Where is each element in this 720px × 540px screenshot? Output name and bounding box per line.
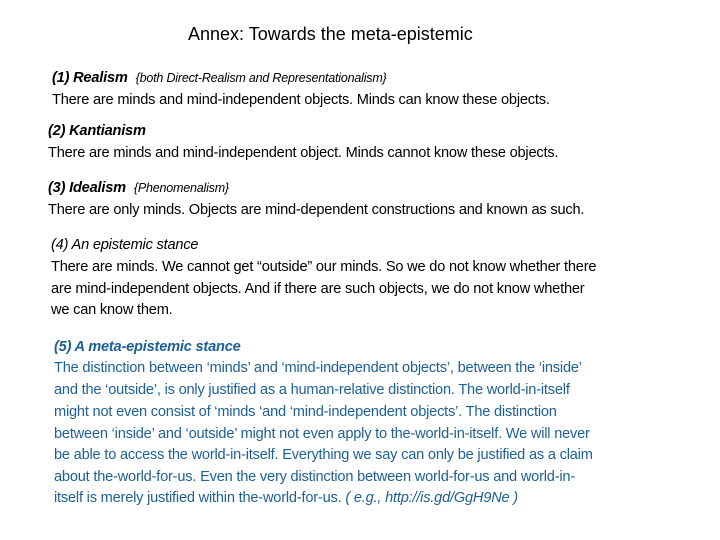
heading-subtitle: {both Direct-Realism and Representationalism} [135, 71, 387, 85]
section-1-heading [52, 69, 387, 87]
section-2-line: There are minds and mind-independent object. Minds cannot know these objects. [48, 145, 559, 161]
heading-text: (2) Kantianism [48, 123, 146, 139]
heading-text: (3) Idealism [48, 180, 126, 196]
section-4-heading [51, 236, 198, 254]
heading-subtitle: {Phenomenalism} [133, 181, 229, 195]
heading-text: (1) Realism [52, 70, 128, 86]
section-5-line: about the-world-for-us. Even the very distinction between world-for-us and world-in- [54, 469, 575, 485]
section-3-heading [48, 179, 229, 197]
section-5-line: The distinction between ‘minds’ and ‘mind-independent objects’, between the ‘inside’ [54, 360, 582, 376]
section-5-line: be able to access the world-in-itself. Everything we say can only be justified as a claim [54, 447, 593, 463]
heading-text: (5) A meta-epistemic stance [54, 339, 241, 355]
section-3-line: There are only minds. Objects are mind-dependent constructions and known as such. [48, 202, 585, 218]
section-5-last-line [54, 489, 518, 507]
section-1-line: There are minds and mind-independent objects. Minds can know these objects. [52, 92, 550, 108]
citation-link[interactable]: ( e.g., http://is.gd/GgH9Ne ) [345, 490, 518, 506]
section-5-heading [54, 338, 241, 356]
section-4-line: There are minds. We cannot get “outside” our minds. So we do not know whether there [51, 259, 597, 275]
section-5-line: and the ‘outside’, is only justified as a human-relative distinction. The world-in-itself [54, 382, 570, 398]
section-5-line: might not even consist of ‘minds ‘and ‘mind-independent objects’. The distinction [54, 404, 557, 420]
heading-text: (4) An epistemic stance [51, 237, 199, 253]
section-4-line: we can know them. [51, 302, 173, 318]
section-4-line: are mind-independent objects. And if there are such objects, we do not know whether [51, 281, 585, 297]
slide-title: Annex: Towards the meta-epistemic [188, 24, 473, 44]
section-2-heading [48, 122, 146, 140]
line-text: itself is merely justified within the-world-for-us. [54, 490, 342, 506]
section-5-line: between ‘inside’ and ‘outside’ might not even apply to the-world-in-itself. We will never [54, 426, 590, 442]
